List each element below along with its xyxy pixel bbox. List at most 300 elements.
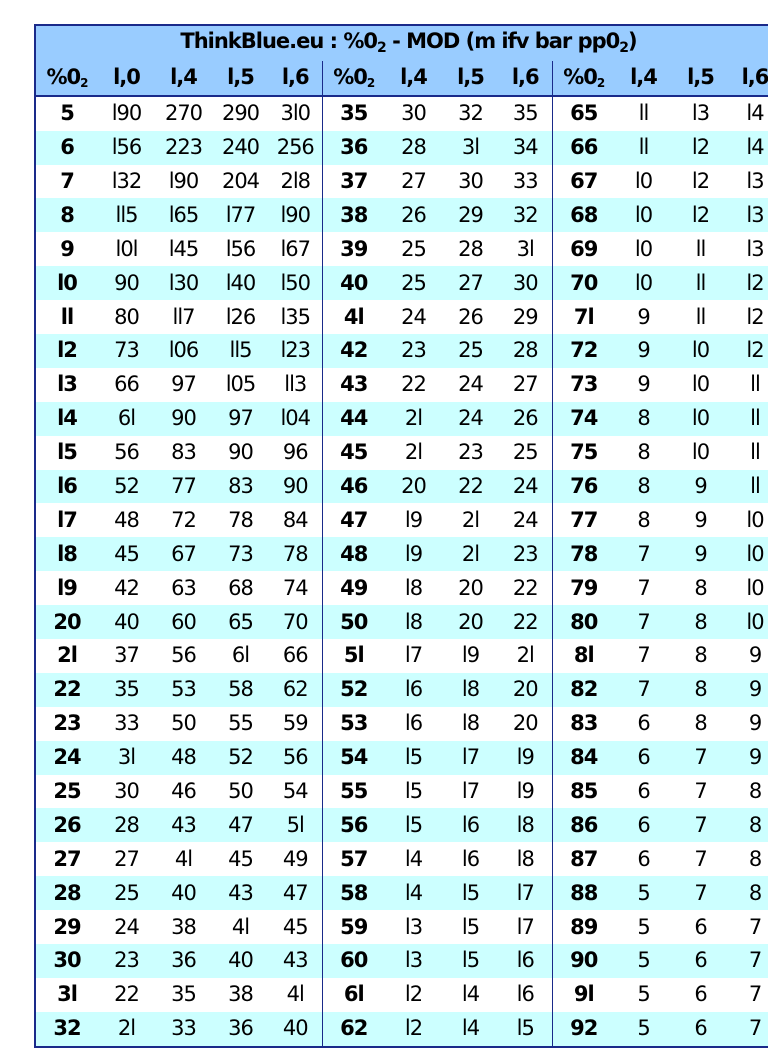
mod-value-cell: l3 (729, 232, 768, 266)
mod-value-cell: 43 (269, 944, 322, 978)
o2-percent-cell: 87 (552, 842, 615, 876)
o2-percent-cell: 35 (322, 96, 385, 131)
mod-value-cell: l04 (269, 402, 322, 436)
o2-percent-cell: 48 (322, 537, 385, 571)
o2-percent-cell: 9l (552, 978, 615, 1012)
o2-percent-cell: 75 (552, 436, 615, 470)
mod-value-cell: l2 (672, 165, 729, 199)
mod-value-cell: ll (672, 232, 729, 266)
mod-value-cell: 78 (269, 537, 322, 571)
mod-value-cell: l67 (269, 232, 322, 266)
mod-value-cell: 9 (615, 334, 672, 368)
mod-value-cell: 25 (385, 232, 442, 266)
mod-value-cell: l0l (98, 232, 155, 266)
mod-value-cell: l7 (442, 775, 499, 809)
mod-value-cell: 33 (98, 707, 155, 741)
o2-percent-cell: l3 (35, 368, 98, 402)
o2-percent-cell: 26 (35, 808, 98, 842)
table-row (35, 707, 768, 741)
mod-value-cell: l8 (442, 673, 499, 707)
mod-value-cell: 72 (155, 503, 212, 537)
o2-percent-cell: 49 (322, 571, 385, 605)
mod-value-cell: 20 (442, 571, 499, 605)
mod-value-cell: 90 (212, 436, 269, 470)
mod-value-cell: 30 (442, 165, 499, 199)
o2-percent-cell: 2l (35, 639, 98, 673)
mod-value-cell: 40 (212, 944, 269, 978)
mod-value-cell: 5 (615, 978, 672, 1012)
header-g2-col-3: l,6 (499, 60, 552, 95)
mod-value-cell: 8 (729, 808, 768, 842)
table-row (35, 910, 768, 944)
mod-value-cell: 2l (499, 639, 552, 673)
mod-value-cell: 80 (98, 300, 155, 334)
mod-value-cell: 28 (499, 334, 552, 368)
o2-percent-cell: 6l (322, 978, 385, 1012)
mod-value-cell: l0 (729, 571, 768, 605)
mod-value-cell: 7 (729, 978, 768, 1012)
mod-value-cell: 20 (499, 673, 552, 707)
mod-value-cell: ll (672, 266, 729, 300)
mod-value-cell: 290 (212, 96, 269, 131)
o2-percent-cell: 76 (552, 470, 615, 504)
mod-value-cell: 8 (672, 707, 729, 741)
mod-value-cell: 66 (98, 368, 155, 402)
mod-value-cell: 23 (385, 334, 442, 368)
mod-value-cell: l5 (442, 944, 499, 978)
mod-value-cell: 27 (385, 165, 442, 199)
mod-value-cell: l0 (729, 605, 768, 639)
o2-percent-cell: ll (35, 300, 98, 334)
o2-percent-cell: 83 (552, 707, 615, 741)
o2-percent-cell: 78 (552, 537, 615, 571)
o2-percent-cell: 44 (322, 402, 385, 436)
table-row (35, 96, 768, 131)
o2-percent-cell: 43 (322, 368, 385, 402)
table-row (35, 198, 768, 232)
mod-value-cell: ll (672, 300, 729, 334)
mod-value-cell: 32 (442, 96, 499, 131)
mod-value-cell: 56 (269, 741, 322, 775)
o2-percent-cell: 30 (35, 944, 98, 978)
mod-value-cell: 22 (499, 571, 552, 605)
mod-value-cell: l3 (385, 944, 442, 978)
mod-value-cell: 20 (499, 707, 552, 741)
mod-value-cell: 35 (98, 673, 155, 707)
header-o2-group-1: $\%0_2$ (35, 60, 98, 95)
o2-percent-cell: 92 (552, 1012, 615, 1047)
mod-value-cell: 68 (212, 571, 269, 605)
mod-value-cell: 45 (98, 537, 155, 571)
mod-value-cell: 29 (499, 300, 552, 334)
mod-value-cell: 59 (269, 707, 322, 741)
o2-percent-cell: 80 (552, 605, 615, 639)
mod-value-cell: 5 (615, 944, 672, 978)
mod-value-cell: 56 (98, 436, 155, 470)
mod-value-cell: ll3 (269, 368, 322, 402)
mod-value-cell: l90 (155, 165, 212, 199)
o2-percent-cell: l4 (35, 402, 98, 436)
o2-percent-cell: 40 (322, 266, 385, 300)
mod-value-cell: l8 (442, 707, 499, 741)
o2-percent-cell: 69 (552, 232, 615, 266)
o2-percent-cell: 82 (552, 673, 615, 707)
mod-value-cell: 90 (155, 402, 212, 436)
o2-percent-cell: 72 (552, 334, 615, 368)
table-row (35, 571, 768, 605)
mod-value-cell: 5 (615, 910, 672, 944)
mod-value-cell: l7 (499, 876, 552, 910)
mod-value-cell: 52 (98, 470, 155, 504)
o2-percent-cell: 55 (322, 775, 385, 809)
o2-percent-cell: 29 (35, 910, 98, 944)
mod-value-cell: l5 (499, 1012, 552, 1047)
mod-value-cell: l0 (615, 165, 672, 199)
mod-value-cell: 6 (672, 978, 729, 1012)
table-row (35, 673, 768, 707)
o2-percent-cell: 52 (322, 673, 385, 707)
o2-percent-cell: 45 (322, 436, 385, 470)
mod-value-cell: 7 (672, 876, 729, 910)
mod-value-cell: 7 (729, 1012, 768, 1047)
mod-value-cell: 38 (155, 910, 212, 944)
mod-value-cell: 22 (98, 978, 155, 1012)
mod-value-cell: 50 (155, 707, 212, 741)
title-sub-b: 2 (619, 39, 629, 56)
o2-percent-cell: 84 (552, 741, 615, 775)
mod-value-cell: 97 (212, 402, 269, 436)
header-g1-col-2: l,4 (155, 60, 212, 95)
o2-percent-cell: 58 (322, 876, 385, 910)
mod-value-cell: l9 (385, 503, 442, 537)
o2-percent-cell: 53 (322, 707, 385, 741)
mod-value-cell: l8 (385, 571, 442, 605)
mod-value-cell: l45 (155, 232, 212, 266)
mod-value-cell: l0 (672, 402, 729, 436)
mod-value-cell: 47 (212, 808, 269, 842)
o2-percent-cell: 8l (552, 639, 615, 673)
mod-value-cell: 48 (155, 741, 212, 775)
mod-value-cell: 8 (729, 876, 768, 910)
table-row (35, 1012, 768, 1047)
o2-percent-cell: 37 (322, 165, 385, 199)
mod-value-cell: l5 (385, 808, 442, 842)
o2-percent-cell: 27 (35, 842, 98, 876)
o2-percent-cell: 7l (552, 300, 615, 334)
mod-value-cell: 2l (98, 1012, 155, 1047)
table-row (35, 978, 768, 1012)
mod-value-cell: l23 (269, 334, 322, 368)
mod-value-cell: l9 (499, 741, 552, 775)
o2-percent-cell: 3l (35, 978, 98, 1012)
mod-value-cell: ll (729, 402, 768, 436)
mod-value-cell: ll5 (212, 334, 269, 368)
mod-value-cell: 8 (672, 673, 729, 707)
o2-percent-cell: 57 (322, 842, 385, 876)
mod-value-cell: 36 (155, 944, 212, 978)
mod-value-cell: l8 (385, 605, 442, 639)
mod-value-cell: 24 (499, 470, 552, 504)
mod-value-cell: 90 (269, 470, 322, 504)
mod-value-cell: 3l (98, 741, 155, 775)
mod-value-cell: l50 (269, 266, 322, 300)
mod-value-cell: 8 (672, 571, 729, 605)
mod-value-cell: l0 (672, 436, 729, 470)
mod-value-cell: 3l (442, 131, 499, 165)
mod-value-cell: l3 (672, 96, 729, 131)
header-g3-col-3: l,6 (729, 60, 768, 95)
mod-value-cell: 6 (672, 1012, 729, 1047)
mod-value-cell: 25 (499, 436, 552, 470)
table-row (35, 470, 768, 504)
mod-value-cell: 7 (615, 537, 672, 571)
table-row (35, 876, 768, 910)
mod-value-cell: 24 (98, 910, 155, 944)
o2-percent-cell: 23 (35, 707, 98, 741)
mod-value-cell: l32 (98, 165, 155, 199)
mod-value-cell: 9 (615, 368, 672, 402)
mod-value-cell: 40 (155, 876, 212, 910)
mod-value-cell: 3l0 (269, 96, 322, 131)
table-row (35, 436, 768, 470)
mod-value-cell: l7 (385, 639, 442, 673)
mod-value-cell: 36 (212, 1012, 269, 1047)
mod-value-cell: 8 (729, 842, 768, 876)
o2-percent-cell: 54 (322, 741, 385, 775)
o2-percent-cell: l9 (35, 571, 98, 605)
mod-value-cell: 29 (442, 198, 499, 232)
mod-value-cell: 7 (672, 808, 729, 842)
mod-value-cell: 22 (499, 605, 552, 639)
mod-value-cell: 47 (269, 876, 322, 910)
o2-percent-cell: 47 (322, 503, 385, 537)
mod-value-cell: 25 (385, 266, 442, 300)
o2-percent-cell: 62 (322, 1012, 385, 1047)
mod-value-cell: 6 (615, 707, 672, 741)
o2-percent-cell: l6 (35, 470, 98, 504)
o2-percent-cell: 90 (552, 944, 615, 978)
mod-value-cell: 2l8 (269, 165, 322, 199)
mod-value-cell: 40 (269, 1012, 322, 1047)
mod-value-cell: 62 (269, 673, 322, 707)
mod-value-cell: 5 (615, 1012, 672, 1047)
o2-percent-cell: 74 (552, 402, 615, 436)
mod-value-cell: 24 (385, 300, 442, 334)
mod-value-cell: 42 (98, 571, 155, 605)
mod-value-cell: l5 (442, 876, 499, 910)
mod-value-cell: l2 (385, 1012, 442, 1047)
mod-value-cell: l0 (615, 266, 672, 300)
mod-value-cell: l8 (499, 808, 552, 842)
mod-value-cell: l6 (442, 808, 499, 842)
title-text-a: ThinkBlue.eu : %0 (180, 28, 378, 53)
mod-value-cell: 6l (98, 402, 155, 436)
mod-value-cell: 4l (269, 978, 322, 1012)
mod-value-cell: l2 (729, 334, 768, 368)
mod-value-cell: l2 (672, 131, 729, 165)
mod-value-cell: 2l (442, 537, 499, 571)
o2-percent-cell: 22 (35, 673, 98, 707)
mod-value-cell: 25 (98, 876, 155, 910)
mod-value-cell: 27 (442, 266, 499, 300)
mod-value-cell: l6 (385, 707, 442, 741)
header-g1-col-4: l,6 (269, 60, 322, 95)
mod-value-cell: 240 (212, 131, 269, 165)
mod-value-cell: 26 (385, 198, 442, 232)
mod-value-cell: l90 (269, 198, 322, 232)
mod-value-cell: 83 (212, 470, 269, 504)
mod-value-cell: 7 (615, 673, 672, 707)
mod-value-cell: 9 (729, 673, 768, 707)
mod-value-cell: l4 (385, 876, 442, 910)
mod-value-cell: 7 (615, 605, 672, 639)
mod-value-cell: 45 (269, 910, 322, 944)
table-row (35, 537, 768, 571)
mod-value-cell: l4 (729, 131, 768, 165)
mod-value-cell: l4 (385, 842, 442, 876)
o2-percent-cell: l0 (35, 266, 98, 300)
o2-percent-cell: 4l (322, 300, 385, 334)
mod-value-cell: 97 (155, 368, 212, 402)
mod-value-cell: l0 (615, 232, 672, 266)
table-row (35, 808, 768, 842)
mod-value-cell: 4l (212, 910, 269, 944)
o2-percent-cell: 88 (552, 876, 615, 910)
mod-value-cell: 223 (155, 131, 212, 165)
mod-value-cell: 56 (155, 639, 212, 673)
mod-value-cell: l3 (729, 165, 768, 199)
header-row (35, 60, 768, 95)
mod-value-cell: 5 (615, 876, 672, 910)
mod-value-cell: 7 (672, 775, 729, 809)
table-row (35, 300, 768, 334)
o2-percent-cell: l5 (35, 436, 98, 470)
mod-value-cell: 24 (499, 503, 552, 537)
mod-value-cell: 27 (98, 842, 155, 876)
mod-value-cell: 53 (155, 673, 212, 707)
mod-value-cell: l3 (729, 198, 768, 232)
mod-value-cell: 90 (98, 266, 155, 300)
mod-value-cell: ll7 (155, 300, 212, 334)
table-row (35, 775, 768, 809)
mod-value-cell: 38 (212, 978, 269, 1012)
mod-value-cell: l2 (385, 978, 442, 1012)
mod-value-cell: 84 (269, 503, 322, 537)
o2-percent-cell: 20 (35, 605, 98, 639)
mod-value-cell: 48 (98, 503, 155, 537)
mod-value-cell: 28 (442, 232, 499, 266)
mod-value-cell: 66 (269, 639, 322, 673)
header-g2-col-2: l,5 (442, 60, 499, 95)
mod-value-cell: 6 (672, 944, 729, 978)
mod-value-cell: 6 (615, 775, 672, 809)
o2-percent-cell: 56 (322, 808, 385, 842)
header-g1-col-3: l,5 (212, 60, 269, 95)
o2-percent-cell: 6 (35, 131, 98, 165)
table-row (35, 266, 768, 300)
mod-value-cell: 5l (269, 808, 322, 842)
mod-value-cell: 63 (155, 571, 212, 605)
mod-value-cell: l6 (499, 944, 552, 978)
o2-percent-cell: 9 (35, 232, 98, 266)
mod-value-cell: 9 (729, 707, 768, 741)
mod-value-cell: 20 (385, 470, 442, 504)
mod-value-cell: 24 (442, 368, 499, 402)
mod-value-cell: 33 (499, 165, 552, 199)
title-row (35, 25, 768, 60)
mod-value-cell: l0 (729, 537, 768, 571)
mod-value-cell: l3 (385, 910, 442, 944)
mod-value-cell: 9 (672, 503, 729, 537)
mod-value-cell: 270 (155, 96, 212, 131)
mod-value-cell: 74 (269, 571, 322, 605)
table-row (35, 368, 768, 402)
mod-value-cell: 7 (729, 910, 768, 944)
mod-value-cell: 9 (672, 470, 729, 504)
mod-value-cell: l7 (499, 910, 552, 944)
mod-value-cell: ll (615, 96, 672, 131)
o2-percent-cell: 77 (552, 503, 615, 537)
o2-percent-cell: 59 (322, 910, 385, 944)
mod-value-cell: ll (729, 368, 768, 402)
mod-value-cell: ll5 (98, 198, 155, 232)
table-row (35, 131, 768, 165)
title-text-c: ) (628, 28, 637, 53)
mod-value-cell: 83 (155, 436, 212, 470)
o2-percent-cell: 38 (322, 198, 385, 232)
table-row (35, 165, 768, 199)
mod-value-cell: 96 (269, 436, 322, 470)
mod-value-cell: 43 (212, 876, 269, 910)
mod-value-cell: 26 (442, 300, 499, 334)
mod-value-cell: 8 (615, 470, 672, 504)
mod-value-cell: 24 (442, 402, 499, 436)
mod-value-cell: 6 (615, 808, 672, 842)
header-o2-group-3: $\%0_2$ (552, 60, 615, 95)
mod-value-cell: 27 (499, 368, 552, 402)
o2-percent-cell: l2 (35, 334, 98, 368)
table-title (35, 25, 768, 60)
o2-percent-cell: 89 (552, 910, 615, 944)
o2-percent-cell: 46 (322, 470, 385, 504)
mod-value-cell: 256 (269, 131, 322, 165)
table-row (35, 503, 768, 537)
mod-value-cell: l7 (442, 741, 499, 775)
mod-value-cell: 37 (98, 639, 155, 673)
table-row (35, 605, 768, 639)
mod-value-cell: 3l (499, 232, 552, 266)
o2-percent-cell: 24 (35, 741, 98, 775)
mod-value-cell: l0 (672, 334, 729, 368)
header-g3-col-2: l,5 (672, 60, 729, 95)
o2-percent-cell: 68 (552, 198, 615, 232)
mod-value-cell: 23 (442, 436, 499, 470)
o2-percent-cell: 65 (552, 96, 615, 131)
mod-value-cell: 73 (98, 334, 155, 368)
mod-value-cell: 9 (615, 300, 672, 334)
mod-value-cell: 2l (385, 402, 442, 436)
o2-percent-cell: 67 (552, 165, 615, 199)
o2-percent-cell: 32 (35, 1012, 98, 1047)
header-g1-col-1: l,0 (98, 60, 155, 95)
o2-percent-cell: 86 (552, 808, 615, 842)
mod-value-cell: 8 (672, 639, 729, 673)
mod-value-cell: 45 (212, 842, 269, 876)
mod-value-cell: 9 (729, 639, 768, 673)
mod-value-cell: l30 (155, 266, 212, 300)
table-row (35, 741, 768, 775)
mod-value-cell: 30 (98, 775, 155, 809)
